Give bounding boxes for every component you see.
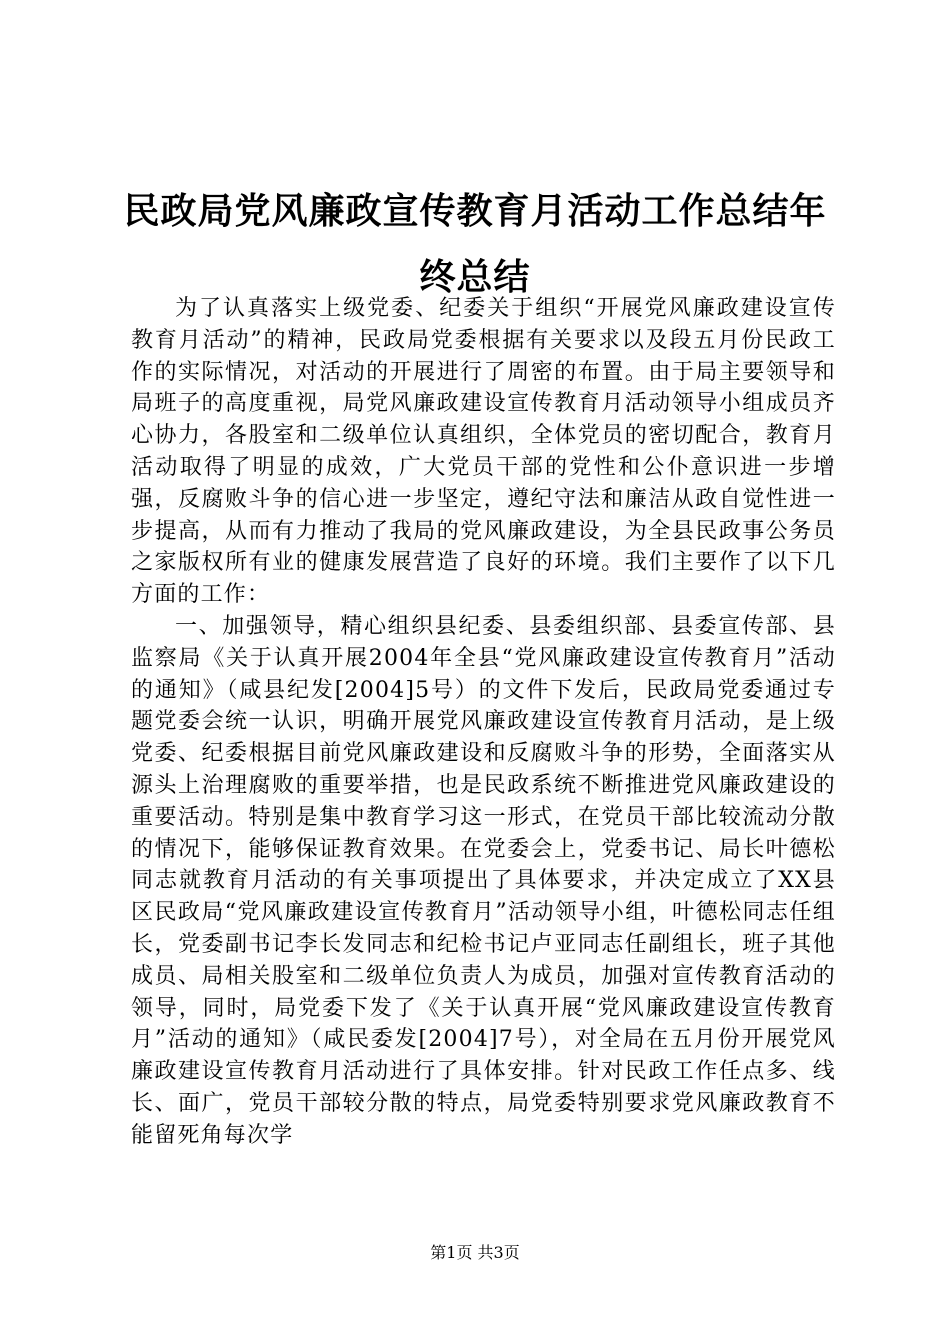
body-paragraph-intro: 为了认真落实上级党委、纪委关于组织“开展党风廉政建设宣传教育月活动”的精神，民政局党委根据有关要求以及段五月份民政工作的实际情况，对活动的开展进行了周密的布置。由于局主要领导和局班子的高度重视，局党风廉政建设宣传教育月活动领导小组成员齐心协力，各股室和二级单位认真组织，全体党员的密切配合，教育月活动取得了明显的成效，广大党员干部的党性和公仆意识进一步增强，反腐败斗争的信心进一步坚定，遵纪守法和廉洁从政自觉性进一步提高，从而有力推动了我局的党风廉政建设，为全县民政事公务员之家版权所有业的健康发展营造了良好的环境。我们主要作了以下几方面的工作： bbox=[131, 296, 836, 608]
document-title: 民政局党风廉政宣传教育月活动工作总结年终总结 bbox=[123, 190, 827, 298]
body-paragraph-section-one: 一、加强领导，精心组织县纪委、县委组织部、县委宣传部、县监察局《关于认真开展2004年全县“党风廉政建设宣传教育月”活动的通知》（咸县纪发[2004]5号）的文件下发后，民政局党委通过专题党委会统一认识，明确开展党风廉政建设宣传教育月活动，是上级党委、纪委根据目前党风廉政建设和反腐败斗争的形势，全面落实从源头上治理腐败的重要举措，也是民政系统不断推进党风廉政建设的重要活动。特别是集中教育学习这一形式，在党员干部比较流动分散的情况下，能够保证教育效果。在党委会上，党委书记、局长叶德松同志就教育月活动的有关事项提出了具体要求，并决定成立了XX县区民政局“党风廉政建设宣传教育月”活动领导小组，叶德松同志任组长，党委副书记李长发同志和纪检书记卢亚同志任副组长，班子其他成员、局相关股室和二级单位负责人为成员，加强对宣传教育活动的领导，同时，局党委下发了《关于认真开展“党风廉政建设宣传教育月”活动的通知》（咸民委发[2004]7号），对全局在五月份开展党风廉政建设宣传教育月活动进行了具体安排。针对民政工作任点多、线长、面广，党员干部较分散的特点，局党委特别要求党风廉政教育不能留死角每次学 bbox=[131, 613, 836, 1148]
document-body bbox=[131, 293, 836, 1152]
page-number-footer: 第1页 共3页 bbox=[430, 1243, 520, 1262]
